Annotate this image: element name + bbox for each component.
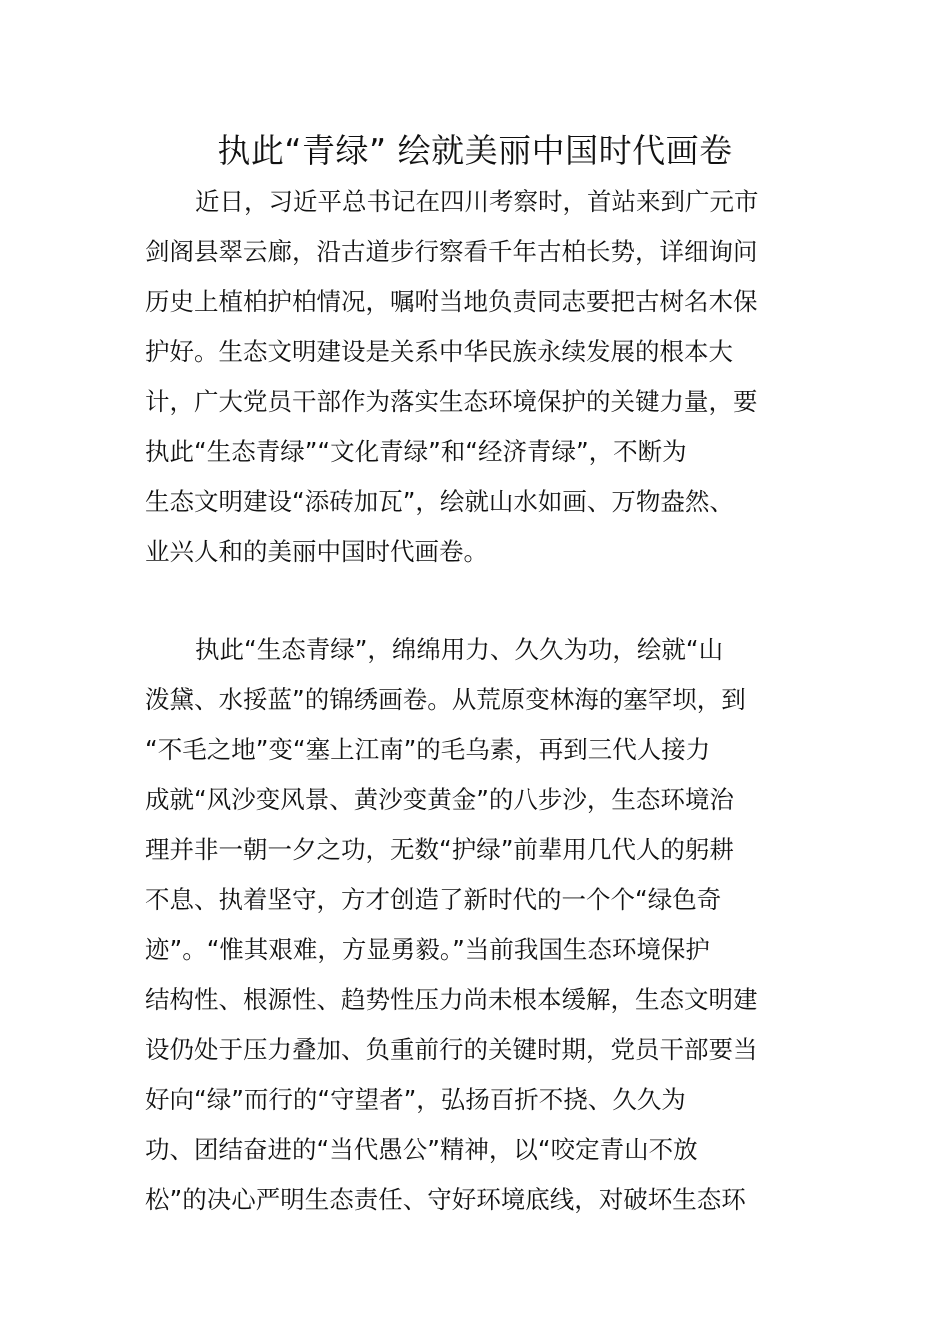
paragraph-line: 执此“生态青绿”，绵绵用力、久久为功，绘就“山	[195, 635, 724, 664]
paragraph-line: 设仍处于压力叠加、负重前行的关键时期，党员干部要当	[145, 1035, 758, 1064]
paragraph-line: “不毛之地”变“塞上江南”的毛乌素，再到三代人接力	[145, 735, 711, 764]
paragraph-line: 泼黛、水挼蓝”的锦绣画卷。从荒原变林海的塞罕坝，到	[145, 685, 746, 714]
paragraph-line: 业兴人和的美丽中国时代画卷。	[145, 537, 488, 566]
paragraph-line: 剑阁县翠云廊，沿古道步行察看千年古柏长势，详细询问	[145, 237, 758, 266]
paragraph-line: 生态文明建设“添砖加瓦”，绘就山水如画、万物盎然、	[145, 487, 734, 516]
paragraph-line: 成就“风沙变风景、黄沙变黄金”的八步沙，生态环境治	[145, 785, 734, 814]
paragraph-line: 结构性、根源性、趋势性压力尚未根本缓解，生态文明建	[145, 985, 758, 1014]
paragraph-line: 不息、执着坚守，方才创造了新时代的一个个“绿色奇	[145, 885, 722, 914]
paragraph-line: 好向“绿”而行的“守望者”，弘扬百折不挠、久久为	[145, 1085, 686, 1114]
paragraph-line: 理并非一朝一夕之功，无数“护绿”前辈用几代人的躬耕	[145, 835, 734, 864]
paragraph-line: 计，广大党员干部作为落实生态环境保护的关键力量，要	[145, 387, 758, 416]
paragraph-line: 松”的决心严明生态责任、守好环境底线，对破坏生态环	[145, 1185, 746, 1214]
paragraph-line: 护好。生态文明建设是关系中华民族永续发展的根本大	[145, 337, 733, 366]
paragraph-line: 执此“生态青绿”“文化青绿”和“经济青绿”，不断为	[145, 437, 687, 466]
paragraph-1	[145, 177, 807, 577]
paragraph-line: 历史上植柏护柏情况，嘱咐当地负责同志要把古树名木保	[145, 287, 758, 316]
paragraph-line: 近日，习近平总书记在四川考察时，首站来到广元市	[195, 187, 759, 216]
paragraph-2	[145, 625, 807, 1225]
paragraph-line: 功、团结奋进的“当代愚公”精神，以“咬定青山不放	[145, 1135, 698, 1164]
document-title: 执此“青绿” 绘就美丽中国时代画卷	[217, 131, 733, 170]
paragraph-line: 迹”。“惟其艰难，方显勇毅。”当前我国生态环境保护	[145, 935, 710, 964]
